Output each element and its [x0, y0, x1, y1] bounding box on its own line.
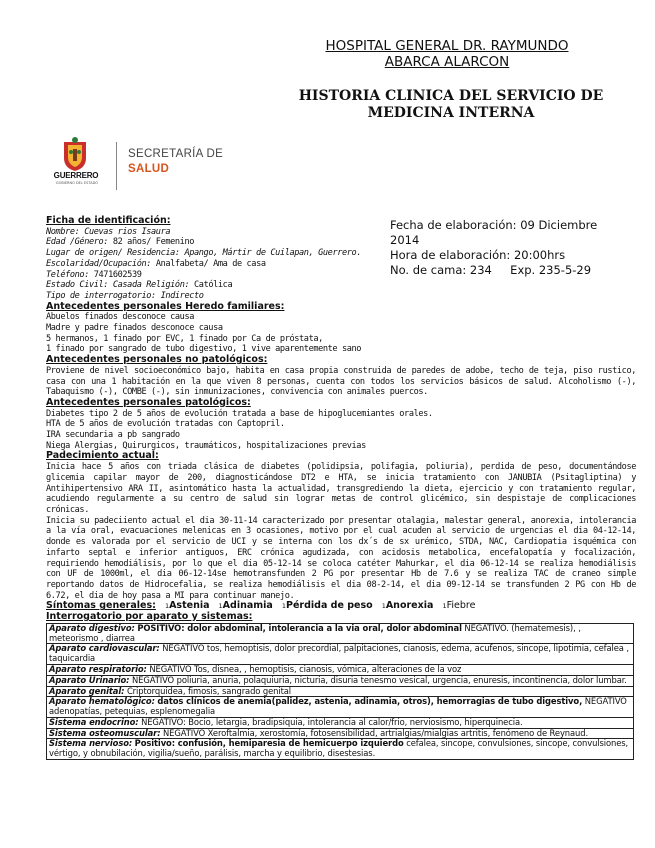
lugar-label: Lugar de origen/ Residencia:	[46, 248, 180, 259]
system-name: Aparato Urinario:	[49, 674, 130, 685]
heredo-line: 1 finado por sangrado de tubo digestivo, 1 vive aparentemente sano	[46, 344, 362, 355]
system-positive: POSITIVO: dolor abdominal, intolerancia a la via oral, dolor abdominal	[137, 622, 462, 633]
padecimiento-p2: Inicia su padeciiento actual el dia 30-11-14 caracterizado por presentar otalagia, malestar general, anorexia, intolerancia a la vía oral, evacuaciones melenicas en 3 ocasiones, motivo por el cual acuden al servicio de urgencias el dia 04-12-14, donde es valorada por el servicio de UCI y se interna con los dx´s de sx urémico, STDA, NAC, Cardiopatia isquémica con infarto septal e inferior antiguos, ERC crónica agudizada, con acidosis metabolica, encefalopatía y focalización, requiriendo hemodiálisis, por lo que el dia 05-12-14 se coloca catéter Mahurkar, el dia 06-12-14 se realiza hemodiálisis con UF de 1000ml, el dia 06-12-14se hemotransfunden 2 PG por presentar Hb de 7.6 y se realiza TAC de craneo simple reportando datos de Hidrocefalia, se realiza hemodiálisis el dia 08-2-14, el dia 09-12-14 se transfunden 2 PG con Hb de 6.72, el dia de hoy pasa a MI para continuar manejo.	[46, 515, 636, 601]
title-line-2: MEDICINA INTERNA	[367, 105, 535, 121]
sintoma-num: 1	[218, 602, 223, 611]
no-patologicos-text: Proviene de nivel socioeconómico bajo, habita en casa propia construida de paredes de adobe, techo de teja, piso rustico, casa con una 1 habitación en la que viven 8 personas, cuenta con todos los servicios básicos de salud. Alcoholismo (-), Tabaquismo (-), COMBE (-), sin inmunizaciones, convivencia con animales puercos.	[46, 365, 636, 398]
guerrero-shield-icon	[60, 136, 90, 172]
system-text: cefalea, sincope, convulsiones, sincope, convulsiones, vértigo, y obnubilación, vigilia/sueño, parálisis, marcha y equilibrio, disestesias.	[49, 738, 629, 759]
hospital-line-2: ABARCA ALARCON	[384, 54, 510, 70]
sintoma-fiebre: Fiebre	[446, 600, 476, 612]
table-cell	[47, 728, 634, 739]
system-text: NEGATIVO: Bocio, letargia, bradipsiquia, intolerancia al calor/frio, nerviosismo, hiperquinecia.	[141, 716, 523, 727]
sintoma-num: 1	[164, 602, 170, 611]
table-cell	[47, 675, 634, 686]
tipo-interrogatorio: Tipo de interrogatorio: Indirecto	[46, 290, 204, 301]
fecha-elaboracion: Fecha de elaboración: 09 Diciembre 2014	[390, 218, 598, 247]
system-name: Aparato respiratorio:	[49, 663, 147, 674]
table-cell	[47, 697, 634, 718]
escolaridad-label: Escolaridad/Ocupación:	[46, 258, 152, 269]
edad-value: 82 años/ Femenino	[112, 237, 194, 248]
hospital-name	[282, 38, 612, 70]
patologicos-line: IRA secundaria a pb sangrado	[46, 430, 180, 441]
patologicos-line: Diabetes tipo 2 de 5 años de evolución tratada a base de hipoglucemiantes orales.	[46, 408, 433, 419]
sintoma-astenia: Astenia	[169, 600, 210, 612]
telefono-label: Teléfono:	[46, 269, 89, 280]
table-row	[47, 623, 634, 644]
heredo-line: Abuelos finados desconoce causa	[46, 312, 194, 323]
system-positive: Positivo: confusión, hemiparesia de hemicuerpo izquierdo	[134, 738, 404, 749]
system-name: Aparato genital:	[49, 685, 125, 696]
system-text: NEGATIVO. (hematemesis), , meteorismo , diarrea	[49, 622, 581, 643]
system-name: Aparato hematológico:	[49, 696, 155, 707]
patologicos-line: HTA de 5 años de evolución tratadas con Captopril.	[46, 419, 285, 430]
heredo-line: Madre y padre finados desconoce causa	[46, 323, 223, 334]
telefono-value: 7471602539	[93, 269, 142, 280]
interrogatorio-heading: Interrogatorio por aparato y sistemas:	[46, 611, 253, 623]
escolaridad-row	[46, 259, 376, 270]
table-row	[47, 728, 634, 739]
guerrero-salud-logo	[46, 136, 246, 196]
system-text: NEGATIVO poliuria, anuria, polaquiuria, nicturia, disuria tenesmo vesical, urgencia, enuresis, incontinencia, dolor lumbar.	[131, 674, 627, 685]
system-text: NEGATIVO Tos, disnea, , hemoptisis, cianosis, vómica, alteraciones de la voz	[149, 663, 462, 674]
escolaridad-value: Analfabeta/ Ama de casa	[155, 258, 266, 269]
logo-state-name: GUERRERO	[53, 171, 99, 180]
sintoma-anorexia: Anorexia	[385, 600, 434, 612]
sintoma-perdida-peso: Pérdida de peso	[286, 600, 373, 612]
logo-secretaria: SECRETARÍA DE	[128, 148, 224, 160]
sintoma-num: 1	[281, 602, 286, 611]
sintoma-num: 1	[381, 602, 386, 611]
system-name: Aparato cardiovascular:	[49, 643, 160, 654]
sintoma-adinamia: Adinamia	[222, 600, 273, 612]
lugar-row	[46, 248, 376, 259]
padecimiento-heading: Padecimiento actual:	[46, 450, 159, 462]
no-patologicos-heading: Antecedentes personales no patológicos:	[46, 354, 268, 366]
religion-label: Religión:	[146, 280, 190, 291]
table-cell	[47, 644, 634, 665]
table-row	[47, 739, 634, 760]
system-text: Criptorquidea, fimosis, sangrado genital	[126, 685, 292, 696]
table-row	[47, 686, 634, 697]
numero-expediente: Exp. 235-5-29	[510, 263, 592, 277]
logo-state-sub: GOBIERNO DEL ESTADO	[55, 181, 99, 185]
edad-row	[46, 237, 376, 248]
civil-label: Estado Civil:	[46, 280, 109, 291]
numero-cama: No. de cama: 234	[390, 263, 492, 277]
system-text: NEGATIVO tos, hemoptisis, dolor precordial, palpitaciones, cianosis, edema, acufenos, sincope, lipotimia, cefalea , taquicardia	[49, 643, 629, 664]
system-name: Aparato digestivo:	[49, 622, 135, 633]
nombre-row	[46, 227, 376, 238]
ficha-heading: Ficha de identificación:	[46, 215, 171, 226]
system-name: Sistema nervioso:	[49, 738, 133, 749]
table-row	[47, 664, 634, 675]
table-cell	[47, 664, 634, 675]
system-name: Sistema osteomuscular:	[49, 727, 161, 738]
table-cell	[47, 717, 634, 728]
system-positive: datos clínicos de anemia(palidez, astenia, adinamia, otros), hemorragias de tubo digestivo,	[157, 696, 583, 707]
logo-divider	[116, 142, 117, 190]
sistemas-table	[46, 623, 634, 760]
table-cell	[47, 686, 634, 697]
heredo-heading: Antecedentes personales Heredo familiares:	[46, 300, 285, 312]
nombre-label: Nombre:	[46, 226, 80, 237]
hora-elaboracion: Hora de elaboración: 20:00hrs	[390, 248, 566, 262]
telefono-row	[46, 270, 376, 281]
heredo-line: 5 hermanos, 1 finado por EVC, 1 finado por Ca de próstata,	[46, 333, 323, 344]
hospital-line-1: HOSPITAL GENERAL DR. RAYMUNDO	[325, 38, 569, 54]
padecimiento-p1: Inicia hace 5 años con triada clásica de diabetes (polidipsia, polifagia, poliuria), perdida de peso, documentándose glicemia capilar mayor de 200, diagnosticándose DT2 e HTA, se inicia tratamiento con JANUBIA (Psitagliptina) y Antihipertensivo ARA II, asintomático hasta la actualidad, transgrediendo la dieta, ejercicio y con tratamiento regular, acudiendo regularmente a su centro de salud sin lograr metas de control glicémico, sin despistaje de complicaciones crónicas.	[46, 462, 636, 515]
sintoma-num: 1	[442, 602, 447, 611]
table-cell	[47, 739, 634, 760]
patologicos-heading: Antecedentes personales patológicos:	[46, 396, 251, 408]
table-row	[47, 675, 634, 686]
system-text: NEGATIVO adenopatías, petequias, esplenomegalia	[49, 696, 627, 717]
system-name: Sistema endocrino:	[49, 716, 139, 727]
clinical-history	[46, 216, 636, 760]
civil-row	[46, 280, 376, 291]
table-row	[47, 717, 634, 728]
edad-label: Edad /Género:	[46, 237, 109, 248]
logo-salud: SALUD	[128, 163, 170, 175]
nombre-value: Cuevas rios Isaura	[84, 226, 171, 237]
lugar-value: Apango, Mártir de Cuilapan, Guerrero.	[184, 248, 362, 259]
sintomas-heading: Síntomas generales:	[46, 600, 156, 612]
title-line-1: HISTORIA CLINICA DEL SERVICIO DE	[298, 88, 604, 104]
table-cell	[47, 623, 634, 644]
ficha-identificacion	[46, 216, 376, 302]
civil-value: Casada	[112, 280, 142, 291]
table-row	[47, 697, 634, 718]
document-title	[280, 88, 622, 122]
patologicos-line: Niega Alergias, Quirurgicos, traumáticos, hospitalizaciones previas	[46, 440, 366, 451]
table-row	[47, 644, 634, 665]
system-text: NEGATIVO Xeroftalmia, xerostomía, fotosensibilidad, artrialgias/mialgias artritis, fenómeno de Reynaud.	[163, 727, 589, 738]
religion-value: Católica	[194, 280, 233, 291]
